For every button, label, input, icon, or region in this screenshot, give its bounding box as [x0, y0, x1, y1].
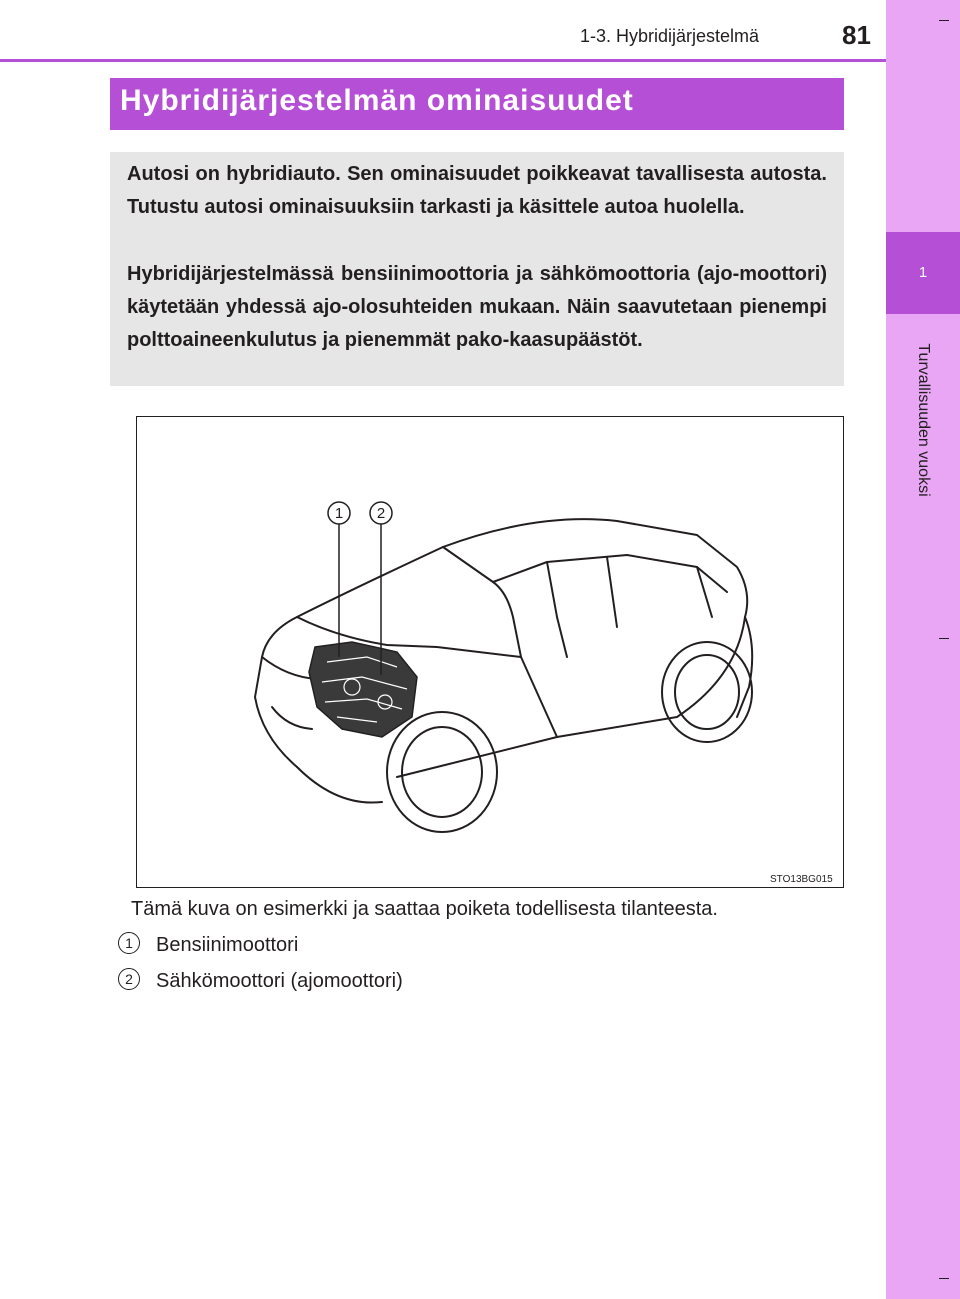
legend-label-1: Bensiinimoottori [156, 934, 299, 956]
page-title: Hybridijärjestelmän ominaisuudet [120, 84, 634, 117]
figure-code: STO13BG015 [770, 874, 833, 885]
callout-2-label: 2 [376, 505, 386, 522]
chapter-label: Turvallisuuden vuoksi [915, 343, 932, 497]
page-number: 81 [842, 20, 871, 50]
car-illustration [137, 417, 843, 887]
legend-number-2: 2 [118, 968, 140, 990]
intro-box [110, 152, 844, 386]
intro-paragraph-2: Hybridijärjestelmässä bensiinimoottoria ja sähkömoottoria (ajo-moottori) käytetään yhdessä ajo-olosuhteiden mukaan. Näin saavutetaan pienempi polttoaineenkulutus ja pienemmät pako-kaasupäästöt. [127, 263, 827, 351]
header-divider [0, 59, 886, 62]
chapter-number: 1 [918, 264, 928, 281]
crop-mark [939, 1278, 949, 1279]
section-header: 1-3. Hybridijärjestelmä [580, 26, 760, 46]
section-title-bar [110, 78, 844, 130]
callout-1-label: 1 [334, 505, 344, 522]
chapter-tab[interactable] [886, 232, 960, 314]
crop-mark [939, 638, 949, 639]
figure-caption: Tämä kuva on esimerkki ja saattaa poiketa todellisesta tilanteesta. [131, 898, 718, 920]
crop-mark [939, 20, 949, 21]
intro-paragraph-1: Autosi on hybridiauto. Sen ominaisuudet poikkeavat tavallisesta autosta. Tutustu autosi ominaisuuksiin tarkasti ja käsittele autoa huolella. [127, 163, 827, 218]
legend-label-2: Sähkömoottori (ajomoottori) [156, 970, 403, 992]
legend-number-1: 1 [118, 932, 140, 954]
side-thumb-strip [886, 0, 960, 1299]
hybrid-system-figure [136, 416, 844, 888]
